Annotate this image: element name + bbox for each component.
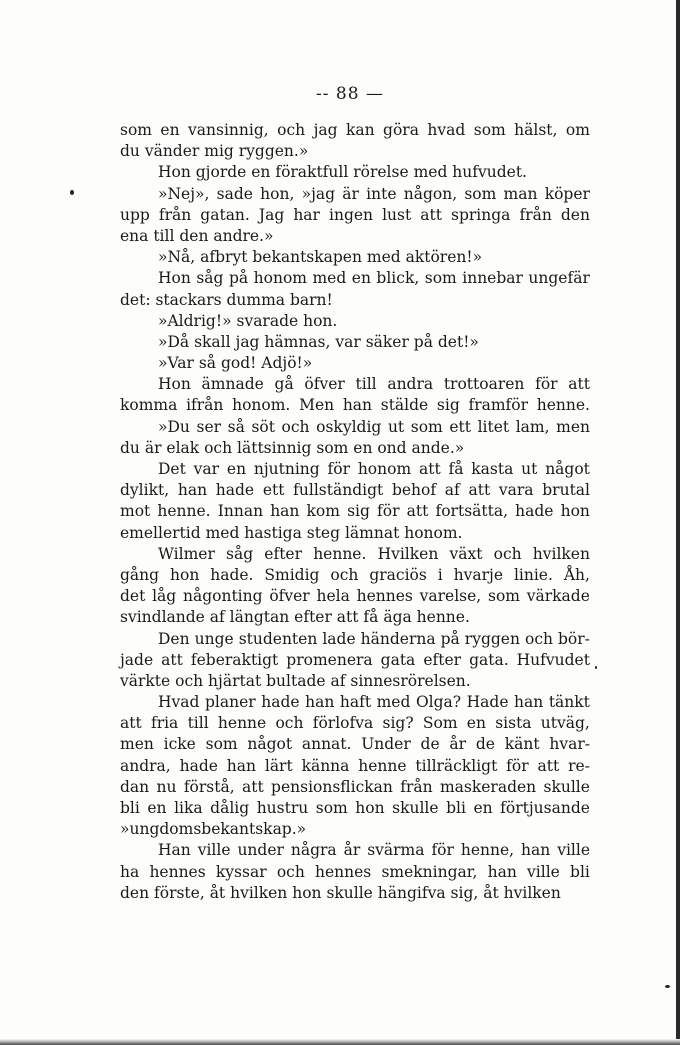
word: sig?: [382, 714, 414, 733]
word: köper: [544, 184, 590, 203]
word: ingen: [329, 205, 374, 224]
word: Men: [299, 396, 335, 415]
word: han: [342, 396, 373, 415]
word: göra: [383, 121, 419, 139]
word: låg: [152, 587, 177, 606]
word: sade: [216, 184, 253, 203]
word: jade: [120, 650, 154, 669]
word: henne.: [313, 544, 367, 563]
word: haft: [339, 693, 372, 712]
word: ville: [557, 841, 590, 860]
text-line: ena till den andre.»: [120, 226, 274, 245]
word: en: [466, 714, 486, 733]
word: söt: [251, 417, 275, 436]
word: lam,: [515, 417, 550, 436]
word: något: [247, 735, 293, 754]
word: honom: [253, 269, 307, 288]
text-line: [120, 692, 590, 713]
word: ville: [527, 862, 560, 881]
word: Han: [158, 841, 191, 860]
word: gång: [120, 565, 160, 584]
word: från: [400, 777, 433, 796]
word: hennes: [356, 587, 413, 606]
word: han: [177, 481, 208, 500]
word: som: [424, 269, 457, 288]
word: det: [120, 587, 146, 606]
text-line: det: stackars dumma barn!: [120, 290, 333, 309]
word: han: [521, 841, 551, 860]
word: utväg,: [540, 714, 590, 733]
text-line: »ungdomsbekantskap.»: [120, 820, 307, 839]
word: ryggen: [464, 629, 520, 648]
word: växt: [449, 544, 483, 563]
text-line: [120, 459, 590, 480]
word: hvarje: [453, 565, 504, 584]
word: andra,: [120, 756, 171, 775]
word: Jag: [258, 205, 285, 224]
word: år: [449, 735, 467, 754]
word: den: [560, 205, 590, 224]
word: annat.: [301, 735, 352, 754]
body-text: [120, 120, 590, 904]
word: känt: [504, 735, 540, 754]
word: maskeraden: [439, 777, 537, 796]
word: något: [545, 460, 590, 478]
word: de: [420, 735, 440, 754]
word: honom: [357, 460, 412, 478]
word: och: [277, 121, 306, 139]
word: vansinnig,: [188, 121, 269, 139]
word: och: [330, 565, 359, 584]
margin-speck: [70, 190, 74, 195]
word: öfver: [269, 587, 310, 606]
word: kan: [345, 121, 375, 139]
word: dålig: [210, 799, 250, 817]
word: feberaktigt: [190, 650, 279, 669]
word: från: [519, 205, 552, 224]
word: ett: [262, 481, 285, 500]
word: jag: [313, 121, 338, 139]
text-line: Hon gjorde en föraktfull rörelse med hufvudet.: [158, 163, 527, 182]
word: är: [342, 184, 359, 203]
word: som: [473, 121, 506, 139]
text-line: [120, 374, 590, 395]
word: behof: [391, 481, 437, 500]
word: sig: [347, 502, 370, 521]
word: och: [524, 629, 553, 648]
word: Den: [158, 629, 190, 648]
word: hade: [179, 756, 218, 775]
text-line: [120, 734, 590, 755]
word: henne.: [157, 502, 211, 521]
word: skulle: [543, 777, 590, 796]
word: på: [440, 629, 460, 648]
text-line: [120, 184, 590, 205]
word: han: [487, 862, 517, 881]
word: var: [193, 460, 220, 478]
word: promenera: [286, 650, 373, 669]
word: förtjusande: [500, 799, 590, 817]
word: bör-: [558, 629, 590, 648]
word: ut: [387, 417, 405, 436]
word: som: [488, 587, 520, 606]
word: hennes: [315, 862, 372, 881]
word: lade: [322, 629, 356, 648]
word: såg: [226, 544, 254, 563]
text-line: »Var så god! Adjö!»: [158, 354, 313, 373]
word: som: [205, 735, 238, 754]
word: hon: [170, 565, 200, 584]
word: fortsätta,: [435, 502, 509, 521]
word: varelse,: [419, 587, 482, 606]
word: blick,: [376, 269, 420, 288]
word: ser: [196, 417, 222, 436]
word: Olga?: [415, 693, 462, 712]
text-line: [120, 650, 590, 671]
word: att: [242, 777, 264, 796]
word: ämnade: [201, 375, 264, 394]
text-line: svindlande af längtan efter att få äga henne.: [120, 608, 470, 627]
word: efter: [423, 650, 462, 669]
page-number: -- 88 —: [316, 84, 384, 104]
word: Hufvudet: [516, 650, 590, 669]
word: hon: [355, 799, 385, 817]
word: Under: [361, 735, 411, 754]
text-line: [120, 480, 590, 501]
word: Åh,: [563, 565, 590, 584]
word: händerna: [360, 629, 436, 648]
word: hon,: [260, 184, 295, 203]
word: vara: [498, 481, 534, 500]
text-line: [120, 629, 590, 650]
word: bli: [120, 799, 140, 817]
word: för: [506, 756, 529, 775]
text-line: [120, 417, 590, 438]
text-line: [120, 205, 590, 226]
word: ungefär: [528, 269, 590, 288]
text-line: [120, 565, 590, 586]
word: en: [351, 269, 371, 288]
word: för: [327, 460, 351, 478]
text-line: [120, 501, 590, 522]
word: fullständigt: [293, 481, 384, 500]
word: hade: [515, 502, 554, 521]
word: icke: [163, 735, 196, 754]
word: bli: [446, 799, 466, 817]
word: upp: [120, 205, 150, 224]
word: hela: [316, 587, 350, 606]
word: gatan.: [200, 205, 250, 224]
word: år: [343, 841, 361, 860]
word: stälde: [380, 396, 429, 415]
word: ifrån: [186, 396, 224, 415]
text-line: [120, 756, 590, 777]
word: att: [537, 756, 560, 775]
word: och: [276, 862, 305, 881]
word: från: [158, 205, 192, 224]
word: dylikt,: [120, 481, 170, 500]
word: graciös: [369, 565, 427, 584]
word: med: [312, 269, 347, 288]
word: gata: [380, 650, 416, 669]
word: Hon: [158, 375, 191, 394]
word: till: [187, 714, 209, 733]
word: kasta: [471, 460, 514, 478]
word: kom: [306, 502, 340, 521]
word: Hon: [158, 269, 191, 288]
word: några: [290, 841, 337, 860]
word: förstå,: [183, 777, 235, 796]
word: dan: [120, 777, 150, 796]
word: värkade: [526, 587, 590, 606]
word: sig: [436, 396, 460, 415]
word: som: [120, 121, 152, 139]
word: »Du: [158, 417, 190, 436]
word: Smidig: [264, 565, 320, 584]
word: så: [227, 417, 245, 436]
text-line: du vänder mig ryggen.»: [120, 142, 309, 161]
word: hade: [215, 481, 255, 500]
text-line: [120, 586, 590, 607]
word: att: [406, 502, 429, 521]
word: hvar-: [549, 735, 590, 754]
word: ha: [120, 862, 140, 881]
word: han: [226, 756, 256, 775]
text-line: [120, 798, 590, 819]
word: innebar: [462, 269, 523, 288]
word: att: [120, 714, 142, 733]
margin-speck: [595, 666, 597, 669]
word: som: [410, 417, 443, 436]
word: förlofva: [312, 714, 374, 733]
word: en: [147, 799, 167, 817]
word: för: [535, 375, 558, 394]
word: de: [475, 735, 495, 754]
word: som: [315, 799, 348, 817]
word: komma: [120, 396, 178, 415]
text-line: [120, 840, 590, 861]
word: hustru: [256, 799, 309, 817]
word: och: [281, 417, 310, 436]
word: ut: [521, 460, 538, 478]
word: som: [464, 184, 497, 203]
word: hvilken: [532, 544, 590, 563]
text-line: du är elak och lättsinnig som en ond ande.»: [120, 438, 465, 457]
word: bli: [570, 862, 590, 881]
word: han: [270, 502, 300, 521]
text-line: [120, 777, 590, 798]
word: öfver: [304, 375, 345, 394]
word: hon: [560, 502, 590, 521]
word: ett: [449, 417, 471, 436]
word: pensionsflickan: [271, 777, 393, 796]
word: till: [355, 375, 377, 394]
word: Wilmer: [158, 544, 215, 563]
word: Hvilken: [377, 544, 439, 563]
word: skulle: [392, 799, 439, 817]
word: på: [228, 269, 249, 288]
margin-speck: [665, 985, 670, 988]
word: för: [377, 502, 400, 521]
word: Hvad: [158, 693, 200, 712]
word: nu: [156, 777, 177, 796]
text-line: [120, 544, 590, 565]
word: om: [565, 121, 590, 139]
word: henne: [217, 714, 267, 733]
word: »Nej»,: [158, 184, 210, 203]
word: lärt: [264, 756, 293, 775]
word: af: [444, 481, 460, 500]
text-line: [120, 862, 590, 883]
word: känna: [301, 756, 350, 775]
word: att: [418, 460, 441, 478]
word: få: [448, 460, 464, 478]
word: under: [237, 841, 284, 860]
word: njutning: [253, 460, 320, 478]
word: en: [160, 121, 180, 139]
word: smekningar,: [381, 862, 478, 881]
word: linie.: [513, 565, 553, 584]
page-right-edge: [676, 0, 680, 1045]
word: re-: [568, 756, 590, 775]
text-line: [120, 120, 590, 141]
word: i: [437, 565, 443, 584]
text-line: [120, 395, 590, 416]
word: han: [514, 693, 544, 712]
text-line: »Då skall jag hämnas, var säker på det!»: [158, 332, 479, 351]
word: hade.: [210, 565, 254, 584]
word: Som: [422, 714, 458, 733]
word: planer: [204, 693, 256, 712]
page-bottom-edge: [0, 1039, 680, 1045]
word: inte: [366, 184, 397, 203]
word: tillräckligt: [415, 756, 498, 775]
word: mot: [120, 502, 151, 521]
word: litet: [477, 417, 510, 436]
word: en: [226, 460, 247, 478]
word: hälst,: [514, 121, 558, 139]
word: trottoaren: [443, 375, 525, 394]
word: lika: [174, 799, 203, 817]
word: ville: [197, 841, 231, 860]
word: för: [431, 841, 454, 860]
text-line: [120, 713, 590, 734]
word: har: [293, 205, 320, 224]
word: henne: [358, 756, 407, 775]
word: gå: [274, 375, 294, 394]
word: springa: [451, 205, 511, 224]
word: att: [420, 205, 442, 224]
word: Det: [158, 460, 186, 478]
word: brutal: [542, 481, 590, 500]
word: svärma: [367, 841, 425, 860]
word: henne.: [536, 396, 590, 415]
word: tänkt: [548, 693, 590, 712]
word: någonting: [182, 587, 263, 606]
word: studenten: [238, 629, 318, 648]
word: någon,: [403, 184, 458, 203]
word: efter: [264, 544, 303, 563]
word: att: [568, 375, 590, 394]
word: han: [305, 693, 335, 712]
word: kyssar: [215, 862, 267, 881]
text-line: den förste, åt hvilken hon skulle hängifva sig, åt hvilken: [120, 883, 561, 902]
text-line: »Aldrig!» svarade hon.: [158, 311, 338, 330]
word: gata.: [469, 650, 509, 669]
word: och: [493, 544, 522, 563]
word: sista: [495, 714, 532, 733]
word: Hade: [466, 693, 509, 712]
word: lust: [382, 205, 412, 224]
word: att: [468, 481, 491, 500]
word: en: [473, 799, 493, 817]
word: hade: [261, 693, 300, 712]
word: såg: [196, 269, 224, 288]
text-line: emellertid med hastiga steg lämnat honom.: [120, 523, 463, 542]
word: unge: [194, 629, 234, 648]
word: andra: [387, 375, 434, 394]
word: hennes: [149, 862, 206, 881]
word: henne,: [460, 841, 515, 860]
word: Innan: [217, 502, 264, 521]
word: hvad: [427, 121, 466, 139]
word: att: [161, 650, 183, 669]
word: fria: [150, 714, 179, 733]
text-line: värkte och hjärtat bultade af sinnesrörelsen.: [120, 671, 471, 690]
text-line: [120, 268, 590, 289]
word: men: [120, 735, 154, 754]
word: och: [275, 714, 304, 733]
word: man: [503, 184, 538, 203]
word: »jag: [301, 184, 336, 203]
word: med: [376, 693, 411, 712]
word: oskyldig: [316, 417, 382, 436]
word: framför: [468, 396, 529, 415]
word: honom.: [232, 396, 291, 415]
text-line: »Nå, afbryt bekantskapen med aktören!»: [158, 248, 483, 267]
word: men: [556, 417, 590, 436]
